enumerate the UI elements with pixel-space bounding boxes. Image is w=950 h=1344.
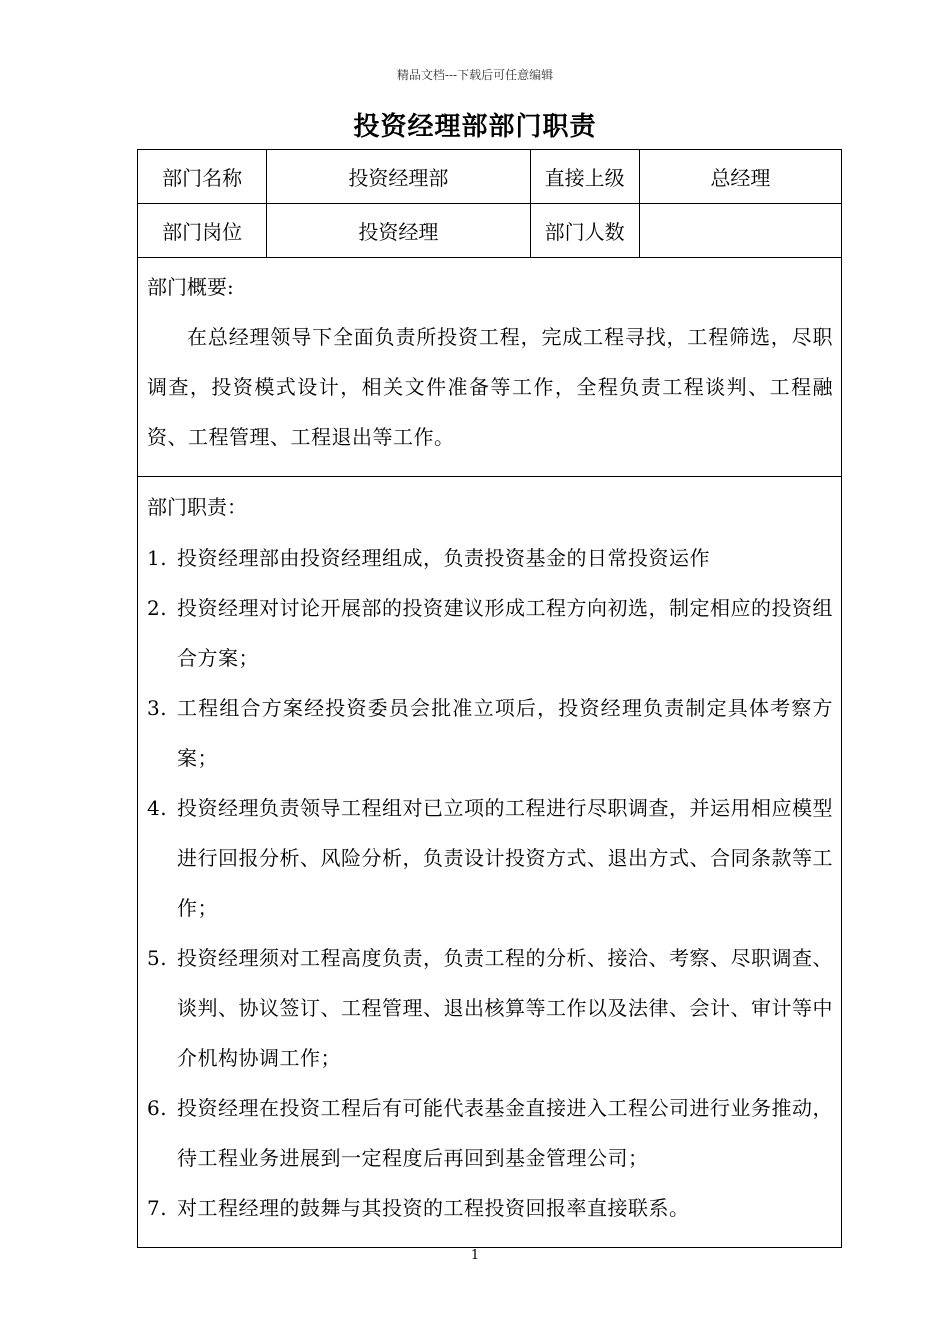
duty-number: 3. xyxy=(147,696,168,720)
dept-name-label: 部门名称 xyxy=(138,150,267,204)
list-item xyxy=(147,683,833,783)
table-row-overview xyxy=(138,258,842,477)
position-label: 部门岗位 xyxy=(138,204,267,258)
duty-number: 5. xyxy=(147,946,168,970)
position-value: 投资经理 xyxy=(267,204,530,258)
duty-number: 2. xyxy=(147,596,168,620)
page-number: 1 xyxy=(470,1248,480,1263)
duty-text: 投资经理部由投资经理组成，负责投资基金的日常投资运作 xyxy=(177,546,710,570)
list-item xyxy=(147,1083,833,1183)
list-item xyxy=(147,1183,833,1233)
duties-label: 部门职责： xyxy=(147,495,247,519)
table-row-duties xyxy=(138,477,842,1248)
list-item xyxy=(147,583,833,683)
overview-label: 部门概要: xyxy=(147,275,234,299)
list-item xyxy=(147,533,833,583)
duty-number: 6. xyxy=(147,1096,168,1120)
duty-text: 投资经理在投资工程后有可能代表基金直接进入工程公司进行业务推动，待工程业务进展到一定程度后再回到基金管理公司； xyxy=(177,1096,833,1170)
duties-cell xyxy=(138,477,842,1248)
overview-cell xyxy=(138,258,842,477)
duty-number: 4. xyxy=(147,796,168,820)
headcount-value xyxy=(639,204,841,258)
document-title: 投资经理部部门职责 xyxy=(353,112,597,142)
duty-text: 对工程经理的鼓舞与其投资的工程投资回报率直接联系。 xyxy=(177,1196,690,1220)
list-item xyxy=(147,933,833,1083)
duty-number: 7. xyxy=(147,1196,168,1220)
dept-name-value: 投资经理部 xyxy=(267,150,530,204)
table-row-department-name xyxy=(138,150,842,204)
duty-text: 投资经理负责领导工程组对已立项的工程进行尽职调查，并运用相应模型进行回报分析、风险分析，负责设计投资方式、退出方式、合同条款等工作； xyxy=(177,796,833,920)
duty-text: 工程组合方案经投资委员会批准立项后，投资经理负责制定具体考察方案； xyxy=(177,696,833,770)
overview-text: 在总经理领导下全面负责所投资工程，完成工程寻找，工程筛选，尽职调查，投资模式设计，相关文件准备等工作，全程负责工程谈判、工程融资、工程管理、工程退出等工作。 xyxy=(147,325,833,449)
superior-label: 直接上级 xyxy=(530,150,639,204)
table-row-department-position xyxy=(138,204,842,258)
headcount-label: 部门人数 xyxy=(530,204,639,258)
header-note: 精品文档---下载后可任意编辑 xyxy=(396,68,554,82)
superior-value: 总经理 xyxy=(639,150,841,204)
list-item xyxy=(147,783,833,933)
duty-text: 投资经理须对工程高度负责，负责工程的分析、接洽、考察、尽职调查、谈判、协议签订、工程管理、退出核算等工作以及法律、会计、审计等中介机构协调工作； xyxy=(177,946,833,1070)
duty-number: 1. xyxy=(147,546,168,570)
department-info-table xyxy=(137,149,842,1248)
duty-text: 投资经理对讨论开展部的投资建议形成工程方向初选，制定相应的投资组合方案； xyxy=(177,596,833,670)
